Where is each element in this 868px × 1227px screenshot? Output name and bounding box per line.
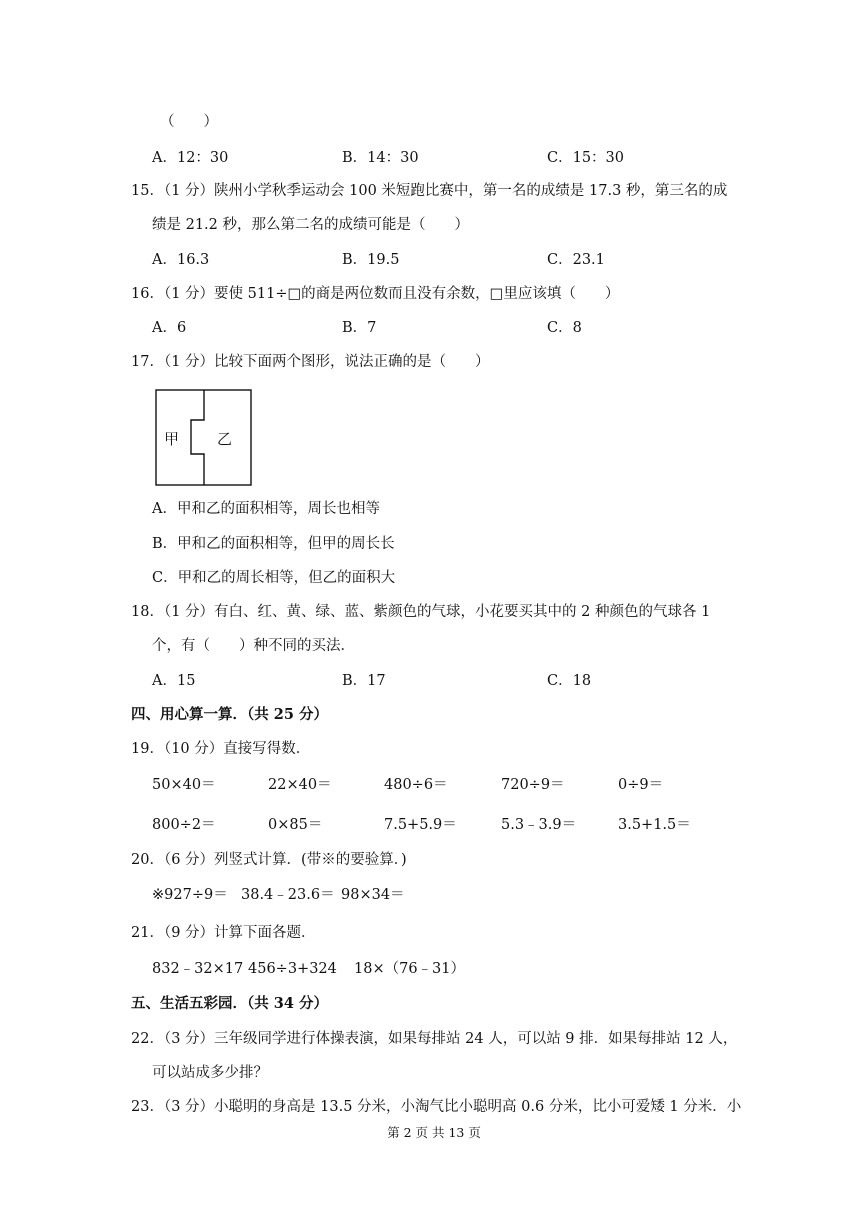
q21-text: 21．（9 分）计算下面各题． [131, 925, 316, 941]
q19-calc: 0÷9＝ [618, 777, 664, 793]
q16-option-a: A．6 [152, 320, 187, 336]
q19-calc: 7.5+5.9＝ [384, 817, 457, 833]
q14-option-a: A．12：30 [152, 150, 229, 166]
q18-text-line1: 18．（1 分）有白、红、黄、绿、蓝、紫颜色的气球，小花要买其中的 2 种颜色的气球各 1 [131, 604, 711, 620]
q16-text: 16．（1 分）要使 511÷□的商是两位数而且没有余数，□里应该填（ ） [131, 286, 620, 302]
q18-option-b: B．17 [342, 673, 386, 689]
q17-figure [155, 389, 253, 487]
q17-option-a: A．甲和乙的面积相等，周长也相等 [152, 501, 380, 517]
q19-calc: 5.3﹣3.9＝ [501, 817, 577, 833]
q15-text-line1: 15．（1 分）陕州小学秋季运动会 100 米短跑比赛中，第一名的成绩是 17.3 秒，第三名的成 [131, 183, 728, 199]
q18-text-line2: 个，有（ ）种不同的买法． [152, 638, 355, 654]
q21-calc: 832﹣32×17 [152, 961, 244, 977]
q17-option-c: C．甲和乙的周长相等，但乙的面积大 [152, 570, 396, 586]
q16-option-c: C．8 [547, 320, 582, 336]
q19-calc: 480÷6＝ [384, 777, 448, 793]
q15-text-line2: 绩是 21.2 秒，那么第二名的成绩可能是（ ） [152, 217, 470, 233]
q18-option-c: C．18 [547, 673, 592, 689]
q19-calc: 22×40＝ [268, 777, 332, 793]
figure-label-yi: 乙 [217, 430, 233, 448]
q17-text: 17．（1 分）比较下面两个图形，说法正确的是（ ） [131, 354, 490, 370]
q19-calc: 3.5+1.5＝ [618, 817, 691, 833]
q19-calc: 800÷2＝ [152, 817, 216, 833]
q15-option-c: C．23.1 [547, 252, 605, 268]
figure-label-jia: 甲 [164, 430, 180, 448]
figure-divider-line [191, 390, 204, 485]
q22-text-line1: 22．（3 分）三年级同学进行体操表演，如果每排站 24 人，可以站 9 排．如果每排站 12 人， [131, 1031, 738, 1047]
q21-calc: 18×（76﹣31） [354, 961, 466, 977]
q14-option-c: C．15：30 [547, 150, 624, 166]
q16-option-b: B．7 [342, 320, 377, 336]
q22-text-line2: 可以站成多少排？ [152, 1065, 268, 1081]
q19-text: 19．（10 分）直接写得数． [131, 741, 311, 757]
q15-option-a: A．16.3 [152, 252, 210, 268]
q21-calc: 456÷3+324 [248, 961, 337, 977]
q19-calc: 50×40＝ [152, 777, 216, 793]
q19-calc: 0×85＝ [268, 817, 323, 833]
q20-text: 20．（6 分）列竖式计算．(带※的要验算．) [131, 852, 407, 868]
q17-option-b: B．甲和乙的面积相等，但甲的周长长 [152, 536, 395, 552]
q23-text-line1: 23．（3 分）小聪明的身高是 13.5 分米，小淘气比小聪明高 0.6 分米，比小可爱矮 1 分米．小 [131, 1099, 742, 1115]
q14-option-b: B．14：30 [342, 150, 419, 166]
section-5-title: 五、生活五彩园．（共 34 分） [131, 995, 329, 1012]
section-4-title: 四、用心算一算．（共 25 分） [131, 706, 329, 723]
q20-calc: 38.4﹣23.6＝ [241, 887, 335, 903]
page-footer: 第 2 页 共 13 页 [387, 1125, 481, 1140]
q15-option-b: B．19.5 [342, 252, 400, 268]
q20-calc: 98×34＝ [341, 887, 405, 903]
q19-calc: 720÷9＝ [501, 777, 565, 793]
q18-option-a: A．15 [152, 673, 196, 689]
q14-answer-paren: （ ） [160, 114, 218, 130]
q20-calc: ※927÷9＝ [152, 887, 228, 903]
